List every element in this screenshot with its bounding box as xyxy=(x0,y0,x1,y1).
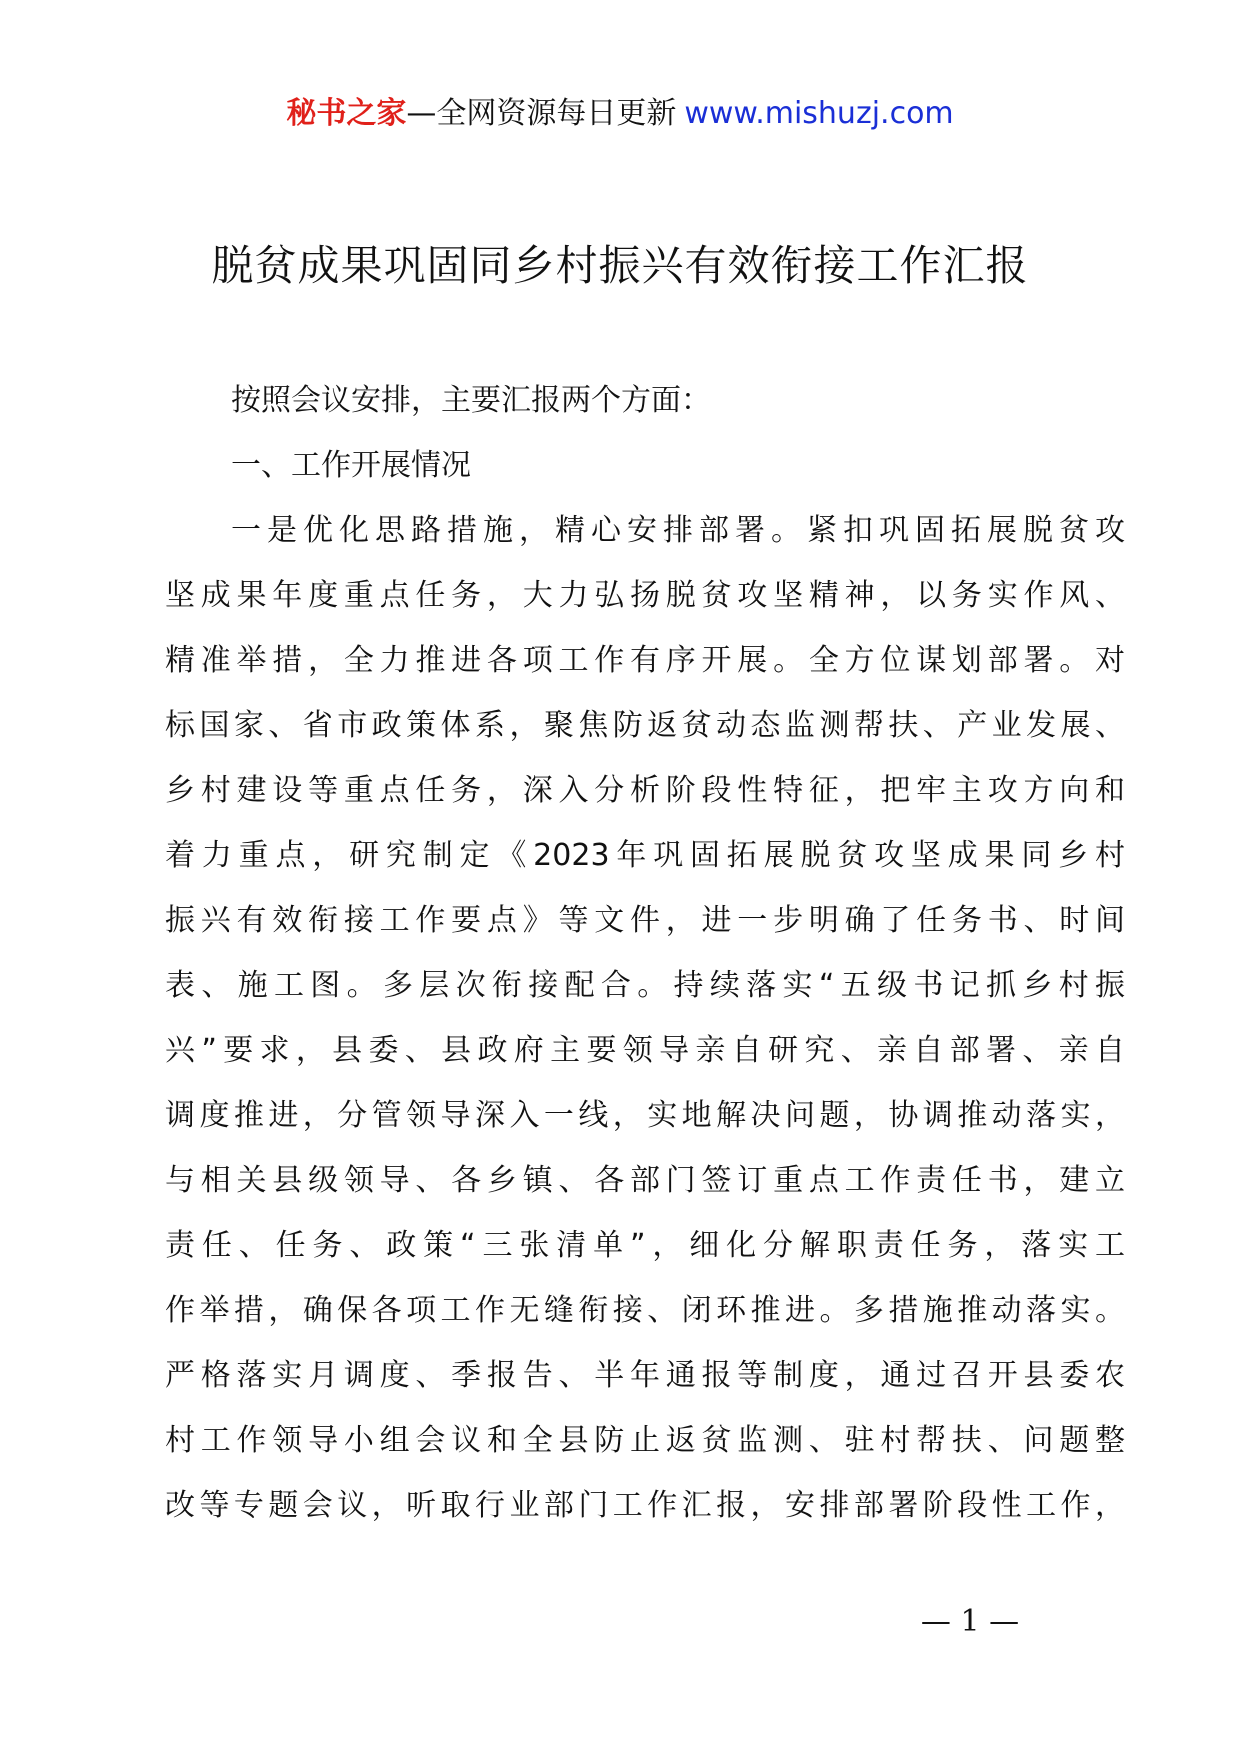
document-title: 脱贫成果巩固同乡村振兴有效衔接工作汇报 xyxy=(211,241,1029,290)
intro-paragraph: 按照会议安排，主要汇报两个方面： xyxy=(231,383,711,418)
paragraph-line: 改等专题会议，听取行业部门工作汇报，安排部署阶段性工作， xyxy=(165,1488,1125,1523)
paragraph-line: 振兴有效衔接工作要点》等文件，进一步明确了任务书、时间 xyxy=(165,903,1125,938)
page-number: — 1 — xyxy=(920,1604,1020,1639)
paragraph-line: 标国家、省市政策体系，聚焦防返贫动态监测帮扶、产业发展、 xyxy=(165,708,1125,743)
paragraph-line: 精准举措，全力推进各项工作有序开展。全方位谋划部署。对 xyxy=(165,643,1125,678)
paragraph-line: 责任、任务、政策“三张清单”，细化分解职责任务，落实工 xyxy=(165,1228,1125,1263)
paragraph-line: 与相关县级领导、各乡镇、各部门签订重点工作责任书，建立 xyxy=(165,1163,1125,1198)
paragraph-line: 乡村建设等重点任务，深入分析阶段性特征，把牢主攻方向和 xyxy=(165,773,1125,808)
brand-name: 秘书之家 xyxy=(286,96,407,131)
paragraph-line: 调度推进，分管领导深入一线，实地解决问题，协调推动落实， xyxy=(165,1098,1125,1133)
paragraph-line: 一是优化思路措施，精心安排部署。紧扣巩固拓展脱贫攻 xyxy=(231,513,1125,548)
paragraph-line: 严格落实月调度、季报告、半年通报等制度，通过召开县委农 xyxy=(165,1358,1125,1393)
paragraph-line: 表、施工图。多层次衔接配合。持续落实“五级书记抓乡村振 xyxy=(165,968,1125,1003)
paragraph-line: 作举措，确保各项工作无缝衔接、闭环推进。多措施推动落实。 xyxy=(165,1293,1125,1328)
paragraph-line: 坚成果年度重点任务，大力弘扬脱贫攻坚精神，以务实作风、 xyxy=(165,578,1125,613)
document-body xyxy=(165,368,1125,1538)
website-link[interactable]: www.mishuzj.com xyxy=(684,96,954,131)
section-heading: 一、工作开展情况 xyxy=(231,448,471,483)
header-slogan: —全网资源每日更新 xyxy=(406,96,677,131)
site-header xyxy=(0,94,1240,134)
paragraph-line: 村工作领导小组会议和全县防止返贫监测、驻村帮扶、问题整 xyxy=(165,1423,1125,1458)
paragraph-line: 兴”要求，县委、县政府主要领导亲自研究、亲自部署、亲自 xyxy=(165,1033,1125,1068)
paragraph-line: 着力重点，研究制定《2023年巩固拓展脱贫攻坚成果同乡村 xyxy=(165,838,1125,873)
